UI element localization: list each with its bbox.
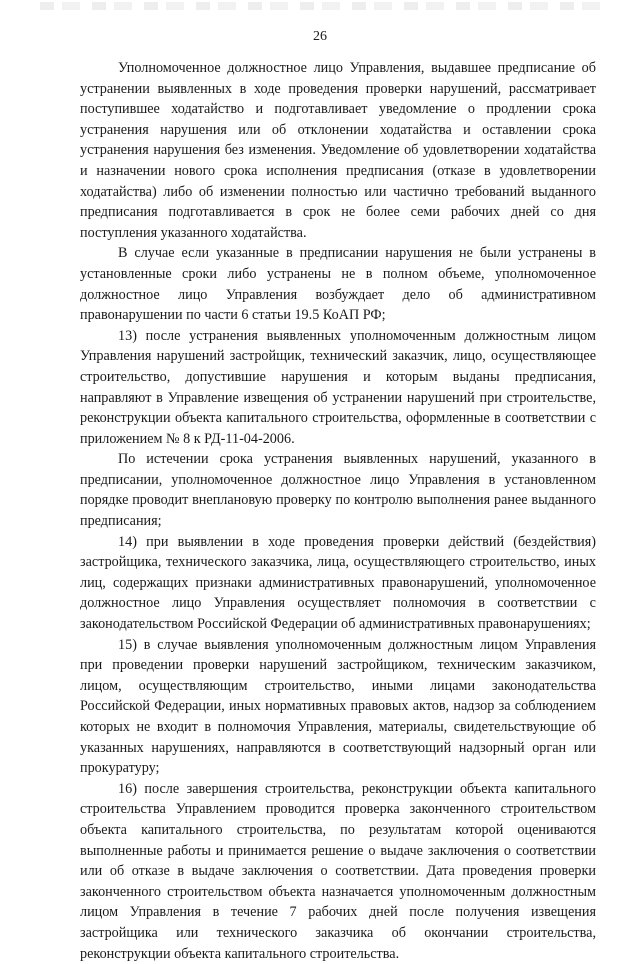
- paragraph-unscheduled-inspection: По истечении срока устранения выявленных нарушений, указанного в предписании, уполномоченное должностное лицо Управления в установленном порядке проводит внеплановую проверку по контролю выполнения ранее выданного предписания;: [80, 451, 596, 530]
- page-number: 26: [313, 29, 327, 44]
- paragraph-item-16: 16) после завершения строительства, реконструкции объекта капитального строительства Управлением проводится проверка законченного строительством объекта капитального строительства, по результатам которой оцениваются выполненные работы и принимается решение о выдаче заключения о соответствии или об отказе в выдаче заключения о соответствии. Дата проведения проверки законченного строительством объекта назначается уполномоченным должностным лицом Управления в течение 7 рабочих дней после получения извещения застройщика или технического заказчика об окончании строительства, реконструкции объекта капитального строительства.: [80, 780, 596, 962]
- paragraph-item-14: 14) при выявлении в ходе проведения проверки действий (бездействия) застройщика, технического заказчика, лица, осуществляющего строительство, иных лиц, содержащих признаки административных правонарушений, уполномоченное должностное лицо Управления осуществляет полномочия в соответствии с законодательством Российской Федерации об административных правонарушениях;: [80, 533, 596, 633]
- scan-artifact-strip: [40, 2, 600, 10]
- paragraph-item-15: 15) в случае выявления уполномоченным должностным лицом Управления при проведении проверки нарушений застройщиком, техническим заказчиком, лицом, осуществляющим строительство, иными лицами законодательства Российской Федерации, иных нормативных правовых актов, надзор за соблюдением которых не входит в полномочия Управления, материалы, свидетельствующие об указанных нарушениях, направляются в соответствующий надзорный орган или прокуратуру;: [80, 636, 596, 777]
- paragraph-petition-review: Уполномоченное должностное лицо Управления, выдавшее предписание об устранении выявленных в ходе проведения проверки нарушений, рассматривает поступившее ходатайство и подготавливает уведомление о продлении срока устранения нарушения или об отклонении ходатайства и оставлении срока устранения нарушения без изменения. Уведомление об удовлетворении ходатайства и назначении нового срока исполнения предписания (отказе в удовлетворении ходатайства) либо об изменении полностью или частично требований выданного предписания подготавливается в срок не более семи рабочих дней со дня поступления указанного ходатайства.: [80, 60, 596, 241]
- document-body: [80, 58, 596, 964]
- paragraph-item-13: 13) после устранения выявленных уполномоченным должностным лицом Управления нарушений застройщик, технический заказчик, лицо, осуществляющее строительство, допустившие нарушения и которым выданы предписания, направляют в Управление извещения об устранении нарушений при строительстве, реконструкции объекта капитального строительства, оформленные в соответствии с приложением № 8 к РД-11-04-2006.: [80, 327, 596, 447]
- paragraph-violations-not-fixed: В случае если указанные в предписании нарушения не были устранены в установленные сроки либо устранены не в полном объеме, уполномоченное должностное лицо Управления возбуждает дело об административном правонарушении по части 6 статьи 19.5 КоАП РФ;: [80, 245, 596, 324]
